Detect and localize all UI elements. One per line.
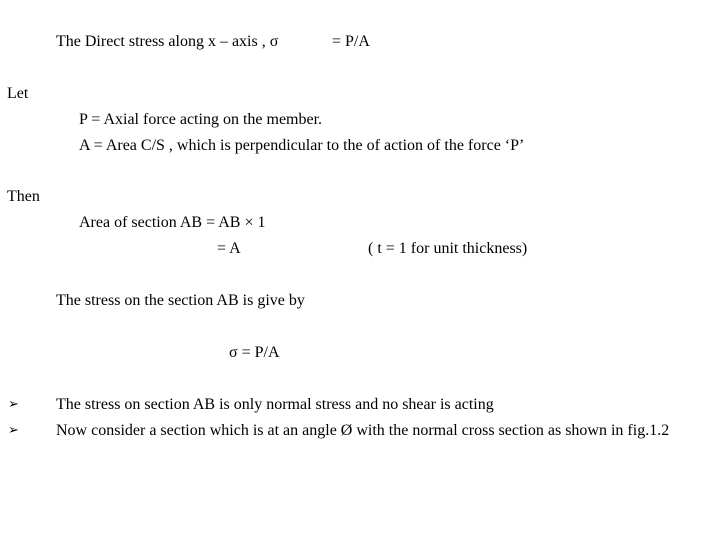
area-of-section-line: Area of section AB = AB × 1 <box>79 214 266 231</box>
bullet-item: The stress on section AB is only normal stress and no shear is acting <box>56 396 494 413</box>
unit-thickness-note: ( t = 1 for unit thickness) <box>368 240 528 257</box>
stress-intro: The stress on the section AB is give by <box>56 292 305 309</box>
bullet-item: Now consider a section which is at an angle Ø with the normal cross section as shown in fig.1.2 <box>56 422 670 439</box>
then-label: Then <box>7 188 40 205</box>
bullet-arrow-icon: ➢ <box>8 423 19 438</box>
direct-stress-line <box>56 32 278 52</box>
direct-stress-formula: = P/A <box>332 33 370 50</box>
definition-p: P = Axial force acting on the member. <box>79 111 323 128</box>
stress-formula: σ = P/A <box>229 344 280 361</box>
bullet-arrow-icon: ➢ <box>8 397 19 412</box>
direct-stress-text: The Direct stress along x – axis , σ <box>56 33 279 50</box>
definition-a: A = Area C/S , which is perpendicular to the of action of the force ‘P’ <box>79 137 525 154</box>
let-label: Let <box>7 85 29 102</box>
area-equals-a: = A <box>217 240 241 257</box>
